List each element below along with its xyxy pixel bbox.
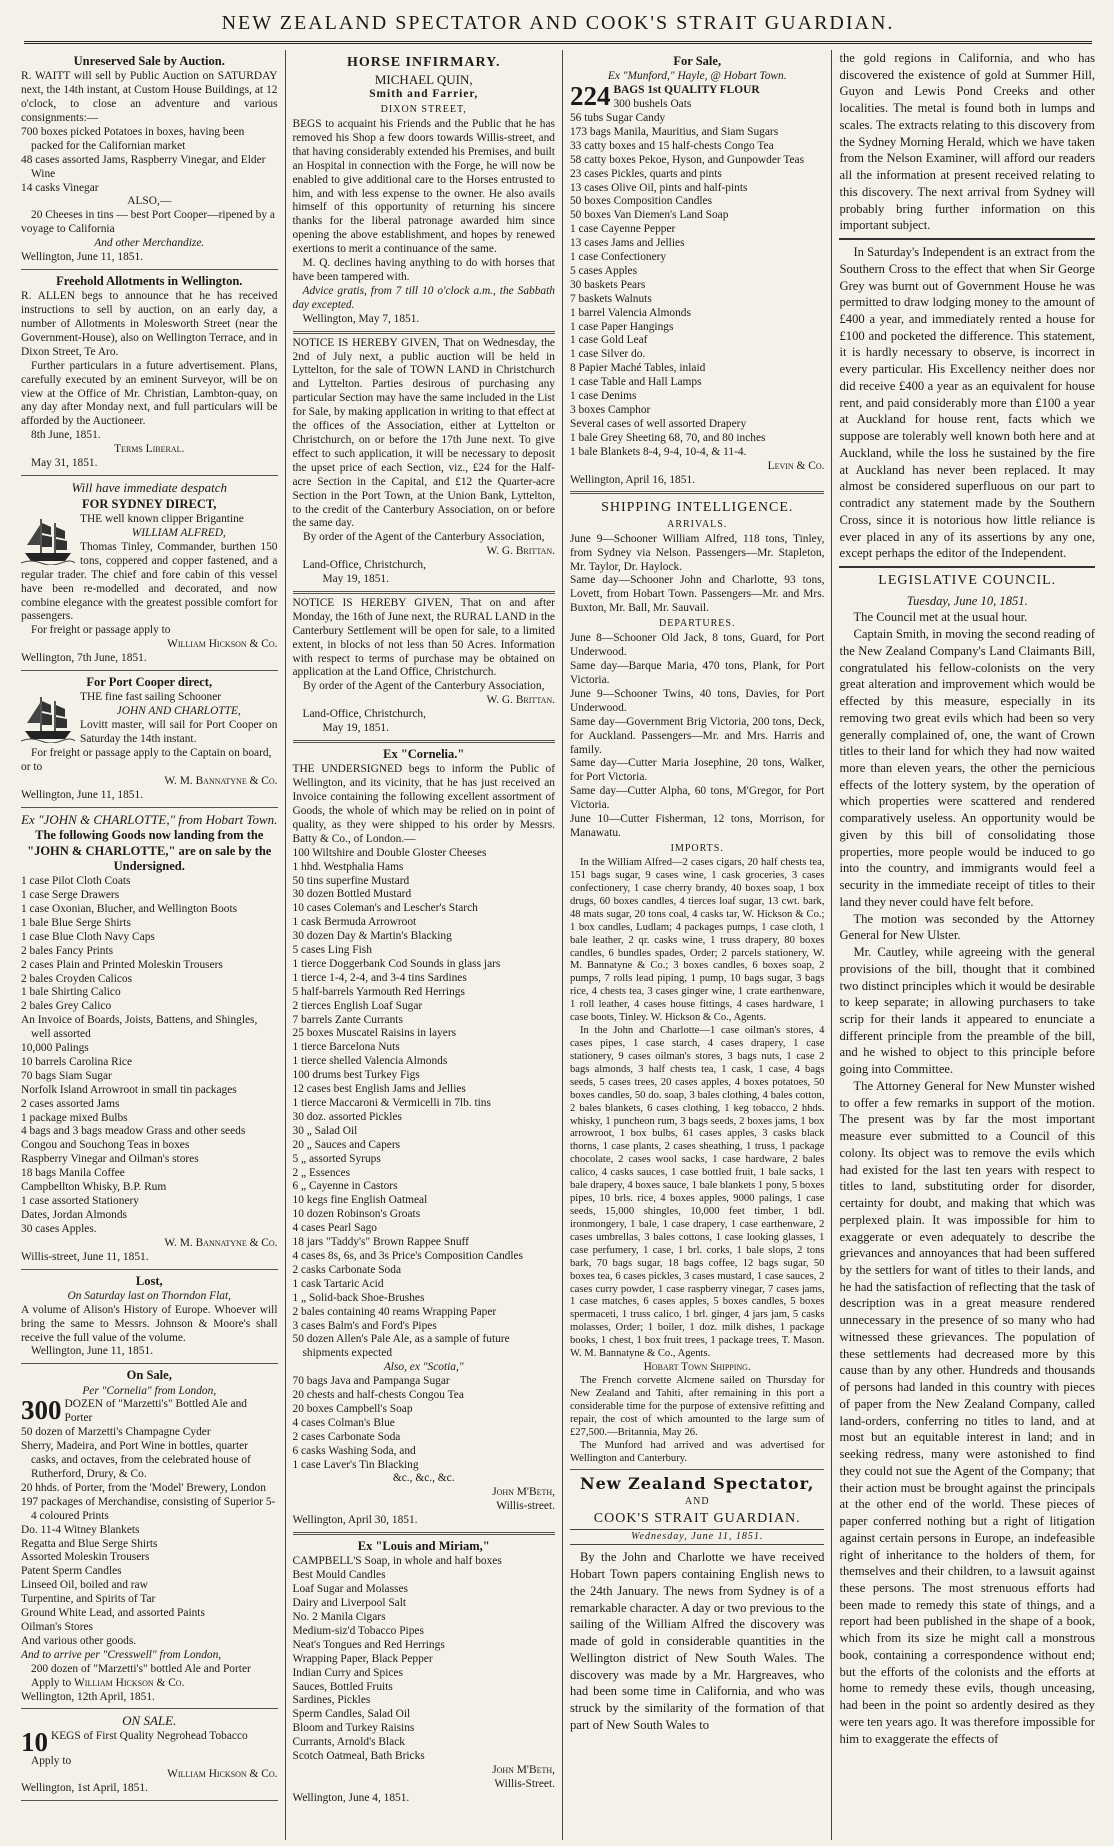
list-item: Raspberry Vinegar and Oilman's stores <box>21 1153 199 1166</box>
big-number: 300 <box>21 1395 62 1426</box>
ad-date: Wellington, April 16, 1851. <box>569 473 695 486</box>
ad-heading: FOR SYDNEY DIRECT, <box>82 496 217 511</box>
list-item: 197 packages of Merchandise, consisting of Superior 5-4 coloured Prints <box>21 1495 276 1522</box>
order-line: By order of the Agent of the Canterbury Association, <box>303 531 545 544</box>
list-item: 12 cases best English Jams and Jellies <box>292 1083 466 1096</box>
signer: John M'Beth, <box>492 1486 555 1499</box>
list-item: Sherry, Madeira, and Port Wine in bottles, quarter casks, and octaves, from the celebrated house of Rutherford, Drury, & Co. <box>21 1440 251 1480</box>
list-item: 2 bales containing 40 reams Wrapping Paper <box>292 1305 497 1318</box>
list-item: Dairy and Liverpool Salt <box>292 1597 407 1610</box>
list-item: 1 hhd. Westphalia Hams <box>292 860 404 873</box>
ad-date: Wellington, June 11, 1851. <box>21 788 144 801</box>
ship-icon <box>21 515 75 565</box>
editorial-date: Wednesday, June 11, 1851. <box>570 1529 825 1545</box>
ad-body: R. WAITT will sell by Public Auction on SATURDAY next, the 14th instant, at Custom House Buildings, at 12 o'clock, to close an adventure and various consignments:— <box>21 70 278 124</box>
list-item: Oilman's Stores <box>21 1620 93 1633</box>
list-item: Sperm Candles, Salad Oil <box>292 1708 411 1721</box>
departure-entry: June 9—Schooner Twins, 40 tons, Davies, for Port Underwood. <box>569 687 825 714</box>
ad-date: Willis-street, June 11, 1851. <box>21 1250 149 1263</box>
list-item: 50 boxes Composition Candles <box>569 195 713 208</box>
departure-entry: June 8—Schooner Old Jack, 8 tons, Guard, for Port Underwood. <box>569 632 825 659</box>
list-item: 100 drums best Turkey Figs <box>292 1069 420 1082</box>
list-item: Congou and Souchong Teas in boxes <box>21 1139 190 1152</box>
list-item: 1 barrel Valencia Almonds <box>569 306 691 319</box>
item-list <box>293 1569 555 1764</box>
departure-entry: Same day—Cutter Alpha, 60 tons, M'Gregor, for Port Victoria. <box>569 785 825 812</box>
signer: William Hickson & Co. <box>167 1768 278 1781</box>
list-item: 1 tierce Maccaroni & Vermicelli in 7lb. tins <box>292 1097 491 1109</box>
list-item: 2 cases Carbonate Soda <box>292 1430 401 1443</box>
subsection-heading: Hobart Town Shipping. <box>643 1361 751 1374</box>
signer: William Hickson & Co. <box>74 1676 185 1689</box>
list-item: 4 cases Colman's Blue <box>292 1416 395 1429</box>
item-list <box>293 1375 555 1486</box>
list-item: 1 case Denims <box>569 390 637 403</box>
ad-subheading: Per "Cornelia" from London, <box>82 1384 217 1397</box>
list-item: 2 casks Carbonate Soda <box>292 1263 402 1276</box>
ad-lead: 300 bushels Oats <box>613 98 692 111</box>
ship-icon <box>21 693 75 743</box>
list-item: 20 boxes Campbell's Soap <box>292 1402 413 1415</box>
list-item: Ground White Lead, and assorted Paints <box>21 1607 205 1620</box>
arrive-line: And to arrive per "Cresswell" from London, <box>21 1648 222 1661</box>
munford-note: The Munford had arrived and was advertised for Wellington and Canterbury. <box>569 1439 825 1464</box>
ad-body: NOTICE IS HEREBY GIVEN, That on Wednesday, the 2nd of July next, a public auction will be held in Lyttelton, for the sale of TOWN LAND in Christchurch and Lyttelton. Parties desirous of purchasing any particular Section may have the same included in the List for Sale, by making application in writing to that effect at the offices of the Association, either at Lyttelton or Christchurch, on or before the 17th June next. To give effect to such application, it will be necessary to deposit the upset price of each Section, viz., £24 for the Half-acre Section in the Capital, and £12 the Quarter-acre Section in the Port Town, at the Union Bank, Lyttelton, to the credit of the Canterbury Association, on or before the same day. <box>292 336 555 530</box>
list-item: 50 tins superfine Mustard <box>292 874 410 887</box>
divider <box>839 238 1095 240</box>
list-item: 3 boxes Camphor <box>569 404 651 416</box>
list-item: 6 casks Washing Soda, and <box>292 1444 416 1457</box>
article-paragraph: In Saturday's Independent is an extract from the Southern Cross to the effect that when Sir George Grey was burnt out of Government House he was permitted to draw lodging money to the amount of £400 a year, and immediately rented a house for £100 and pocketed the difference. This statement, it is hardly necessary to observe, is incorrect in every particular. His Excellency neither does nor did receive £400 a year as an equivalent for house rent, and paid considerably more than £100 a year at Auckland for house rent, facts which we suppose are tolerably well known both here and at Auckland, while the loss he sustained by the fire at Auckland has never been replaced. It may almost be considered superfluous on our part to contradict any statement made by the Southern Cross, since it is notorious how little reliance is ever placed in any of its assertions by any one, except perhaps the editor of the Independent. <box>839 245 1095 561</box>
ship-name: WILLIAM ALFRED, <box>131 526 226 539</box>
list-item: 30 dozen Day & Martin's Blacking <box>292 930 452 943</box>
list-item: 1 case Laver's Tin Blacking <box>292 1458 419 1471</box>
also-label: ALSO,— <box>127 195 172 208</box>
list-item: 10,000 Palings <box>21 1042 89 1055</box>
list-item: 700 boxes picked Potatoes in boxes, having been packed for the Californian market <box>21 125 245 152</box>
list-item: 10 kegs fine English Oatmeal <box>292 1194 428 1207</box>
list-item: 1 case Pilot Cloth Coats <box>21 875 131 888</box>
list-item: Linseed Oil, boiled and raw <box>21 1579 148 1592</box>
list-item: And various other goods. <box>21 1634 137 1647</box>
ad-on-sale-ale <box>21 1364 278 1709</box>
list-item: 2 bales Fancy Prints <box>21 944 114 957</box>
item-list <box>293 847 555 1362</box>
ad-lead: BAGS 1st QUALITY FLOUR <box>613 84 760 97</box>
apply-line: For freight or passage apply to <box>31 624 171 637</box>
list-item: &c., &c., &c. <box>392 1472 455 1485</box>
list-item: Campbellton Whisky, B.P. Rum <box>21 1181 167 1194</box>
list-item: Do. 11-4 Witney Blankets <box>21 1523 140 1536</box>
ad-body: THE well known clipper Brigantine <box>80 513 244 526</box>
import-entry: In the William Alfred—2 cases cigars, 20 half chests tea, 151 bags sugar, 9 cases wine, 1 cask groceries, 3 cases confectionery, 1 case cherry brandy, 40 boxes soap, 1 box drugs, 60 boxes candles, 4 tierces loaf sugar, 13 cwt. bark, 48 mats sugar, 20 tons coal, 4 casks tar, W. Hickson & Co.; 1 box candles, Ludlam; 4 packages pumps, 1 case cloth, 1 bale leather, 2 qr. casks wine, 1 truss drapery, 80 boxes candles, 6 bundles spades, Order; 2 parcels stationery, W. M. Bannatyne & Co.; 3 boxes candles, 6 boxes soap, 2 pumps, 7 rolls lead piping, 1 pump, 10 bags sugar, 3 bags rice, 4 chests tea, 3 cases ginger wine, 1 crate earthenware, 1 roll leather, 4 cases house fittings, 4 cases hardware, 1 case boots, Tinley. W. Hickson & Co., Agents. <box>569 857 825 1024</box>
list-item: 1 bale Blue Serge Shirts <box>21 916 131 929</box>
column-4 <box>832 50 1102 1840</box>
list-item: 14 casks Vinegar <box>21 181 99 194</box>
signer: William Hickson & Co. <box>167 638 278 651</box>
list-item: Loaf Sugar and Molasses <box>292 1583 408 1596</box>
list-item: 1 cask Tartaric Acid <box>292 1277 384 1290</box>
list-item: 8 Papier Maché Tables, inlaid <box>569 362 706 375</box>
list-item: 18 bags Manila Coffee <box>21 1167 125 1180</box>
list-item: 200 dozen of "Marzetti's" bottled Ale and Porter <box>31 1662 251 1675</box>
ad-date: Wellington, 7th June, 1851. <box>21 652 147 665</box>
ad-subheading: The following Goods now landing from the "JOHN & CHARLOTTE," are on sale by the Undersigned. <box>27 828 272 873</box>
list-item: Regatta and Blue Serge Shirts <box>21 1537 158 1550</box>
list-item: 7 barrels Zante Currants <box>292 1013 403 1026</box>
departure-entry: June 10—Cutter Fisherman, 12 tons, Morrison, for Manawatu. <box>569 813 825 840</box>
ad-heading: For Sale, <box>673 54 722 68</box>
ad-date: Wellington, 12th April, 1851. <box>21 1690 155 1703</box>
advice: Advice gratis, from 7 till 10 o'clock a.m., the Sabbath day excepted. <box>292 284 555 311</box>
columns <box>14 50 1102 1840</box>
signer: W. G. Brittan. <box>486 694 555 707</box>
ad-waitt-auction <box>21 50 278 270</box>
ad-date: May 31, 1851. <box>31 457 98 470</box>
despatch-note: Will have immediate despatch <box>71 479 228 495</box>
apply-line <box>21 1677 278 1691</box>
list-item: 1 tierce shelled Valencia Almonds <box>292 1055 448 1068</box>
council-date: Tuesday, June 10, 1851. <box>906 593 1028 608</box>
list-item: 20 „ Sauces and Capers <box>292 1138 401 1151</box>
list-item: 50 dozen Allen's Pale Ale, as a sample of future shipments expected <box>292 1333 510 1360</box>
list-item: 4 bags and 3 bags meadow Grass and other seeds <box>21 1125 246 1138</box>
ad-heading: ON SALE. <box>122 1713 177 1729</box>
list-item: 4 cases 8s, 6s, and 3s Price's Composition Candles <box>292 1249 523 1262</box>
ad-port-cooper <box>21 671 278 808</box>
list-item: Neat's Tongues and Red Herrings <box>292 1638 445 1651</box>
list-item: 10 dozen Robinson's Groats <box>292 1208 421 1221</box>
ad-lost <box>21 1270 278 1365</box>
ad-date: Wellington, May 7, 1851. <box>302 312 420 325</box>
apply-line: For freight or passage apply to the Captain on board, or to <box>21 746 272 773</box>
list-item: 2 cases assorted Jams <box>21 1097 120 1110</box>
list-item: 10 barrels Carolina Rice <box>21 1055 133 1068</box>
article-paragraph: Mr. Cautley, while agreeing with the general provisions of the bill, thought that it combined two distinct principles which it would be desirable to keep separate; in allowing purchasers to take scrip for their lands it appeared to enunciate a different principle from the preamble of the bill, and he wished to object to this principle before going into Committee. <box>839 945 1095 1077</box>
paper-title: New Zealand Spectator, <box>579 1474 815 1494</box>
order-line: By order of the Agent of the Canterbury Association, <box>303 680 545 693</box>
ad-notice-town-land <box>293 334 555 594</box>
other-merch: And other Merchandize. <box>94 237 205 250</box>
ad-date: Wellington, June 11, 1851. <box>31 1345 154 1358</box>
ad-body: NOTICE IS HEREBY GIVEN, That on and after Monday, the 16th of June next, the RURAL LAND in the Canterbury Settlement will be open for sale, to a limited extent, in blocks of not less than 50 Acres. Information with respect to terms of purchase may be obtained on application at the Land Office, Christchurch. <box>292 596 555 679</box>
masthead: NEW ZEALAND SPECTATOR AND COOK'S STRAIT GUARDIAN. <box>24 8 1092 44</box>
list-item: 2 „ Essences <box>292 1166 351 1179</box>
list-item: 30 cases Apples. <box>21 1222 97 1235</box>
list-item: 70 bags Siam Sugar <box>21 1069 112 1082</box>
list-item: 1 case assorted Stationery <box>21 1195 139 1207</box>
list-item: Wrapping Paper, Black Pepper <box>292 1652 433 1665</box>
ad-heading: Unreserved Sale by Auction. <box>73 54 225 68</box>
trade: Smith and Farrier, <box>369 87 479 100</box>
ad-heading: HORSE INFIRMARY. <box>347 55 501 70</box>
list-item: 1 bale Blankets 8-4, 9-4, 10-4, & 11-4. <box>569 445 747 458</box>
list-item: 1 cask Bermuda Arrowroot <box>292 916 417 929</box>
ad-subheading: On Saturday last on Thorndon Flat, <box>67 1289 231 1302</box>
ad-body: M. Q. declines having anything to do with horses that have been tampered with. <box>292 257 555 283</box>
list-item: Currants, Arnold's Black <box>292 1736 405 1749</box>
article-paragraph: The Council met at the usual hour. <box>853 610 1028 625</box>
apply-label: Apply to <box>31 1676 72 1689</box>
list-item: 1 „ Solid-back Shoe-Brushes <box>292 1291 425 1304</box>
list-item: 30 baskets Pears <box>569 278 646 291</box>
ad-notice-rural-land <box>293 594 555 743</box>
item-list <box>21 875 278 1237</box>
editorial-masthead <box>570 1470 825 1733</box>
paper-title-2: COOK'S STRAIT GUARDIAN. <box>593 1511 801 1527</box>
ad-date: May 19, 1851. <box>322 573 389 586</box>
ship-name: JOHN AND CHARLOTTE, <box>116 705 241 718</box>
street: DIXON STREET, <box>380 103 467 115</box>
ad-date: Wellington, June 4, 1851. <box>292 1791 410 1804</box>
list-item: 1 case Gold Leaf <box>569 334 648 347</box>
big-number: 10 <box>21 1727 48 1758</box>
departure-entry: Same day—Barque Maria, 470 tons, Plank, for Port Victoria. <box>569 660 825 687</box>
list-item: 1 case Confectionery <box>569 251 667 264</box>
ad-tobacco <box>21 1709 278 1801</box>
list-item: 1 case Blue Cloth Navy Caps <box>21 930 155 943</box>
list-item: Norfolk Island Arrowroot in small tin packages <box>21 1083 237 1096</box>
import-entry: In the John and Charlotte—1 case oilman's stores, 4 cases pipes, 1 case starch, 4 cases drapery, 1 case stationery, 9 cases oilman's stores, 3 bags nuts, 1 case 2 bags almonds, 3 half chests tea, 1 cask, 1 case, 4 bags seeds, 5 cases trees, 20 cases apples, 4 boxes potatoes, 50 boxes candles, 50 do. soap, 3 bales clothing, 4 bales cotton, 2 bales blankets, 6 cases clothing, 1 keg tobacco, 2 hhds. whisky, 1 puncheon rum, 3 bags seeds, 2 boxes jams, 1 box arrowroot, 1 box bulbs, 61 cases apples, 3 casks black thorns, 1 case plants, 2 cases sheathing, 1 truss, 1 package chocolate, 2 cases wool sacks, 1 case hardware, 2 bales calico, 4 casks sauces, 1 case bottled fruit, 1 bale sacks, 1 bale drapery, 4 boxes sauce, 1 bale blankets 1 pony, 5 boxes pipes, 10 brls. rice, 4 boxes apples, 9000 palings, 1 case seeds, 15,000 shingles, 10,000 feet timber, 1 bdl. ironmongery, 1 bale, 1 case drapery, 1 case earthenware, 2 cases umbrellas, 3 bales cottons, 1 case looking glasses, 1 case perfumery, 1 case, 1 brl. corks, 1 bale slops, 2 tons bark, 70 bags sugar, 18 bags coffee, 12 bags sugar, 50 boxes tea, 6 cases pickles, 3 cases mustard, 1 case sauces, 2 cases curry powder, 1 case raspberry vinegar, 7 cases jams, 1 case matches, 6 cases apples, 5 boxes candles, 5 boxes spermaceti, 1 truss calico, 1 brl. ginger, 4 jars jam, 5 casks molasses, Order; 1 boiler, 1 doz. milk dishes, 1 package books, 1 chest, 1 box fruit trees, 1 package trees, T. Mason. W. M. Bannatyne & Co., Agents. <box>569 1025 825 1360</box>
list-item: 1 case Silver do. <box>569 348 646 361</box>
list-item: 1 bale Grey Sheeting 68, 70, and 80 inches <box>569 431 766 444</box>
list-item: 1 tierce Doggerbank Cod Sounds in glass jars <box>292 957 501 970</box>
list-item: Bloom and Turkey Raisins <box>292 1722 415 1735</box>
article-paragraph: The motion was seconded by the Attorney General for New Ulster. <box>839 911 1095 943</box>
list-item: 13 cases Olive Oil, pints and half-pints <box>569 181 748 194</box>
list-item: 5 cases Ling Fish <box>292 944 372 957</box>
list-item: 30 „ Salad Oil <box>292 1124 358 1137</box>
list-item: 33 catty boxes and 15 half-chests Congo Tea <box>569 139 774 152</box>
list-item: 1 case Oxonian, Blucher, and Wellington Boots <box>21 902 238 915</box>
also-scotia: Also, ex "Scotia," <box>383 1361 464 1374</box>
list-item: 20 chests and half-chests Congou Tea <box>292 1389 464 1402</box>
list-item: 1 case Paper Hangings <box>569 320 674 333</box>
list-item: 5 half-barrels Yarmouth Red Herrings <box>292 985 465 998</box>
departure-entry: Same day—Government Brig Victoria, 200 tons, Deck, for Auckland. Passengers—Mr. and Mrs. Harris and family. <box>569 715 825 756</box>
list-item: 2 bales Croyden Calicos <box>21 972 133 985</box>
list-item: Assorted Moleskin Trousers <box>21 1551 150 1564</box>
item-list <box>21 126 278 196</box>
signer: W. M. Bannatyne & Co. <box>164 1236 278 1249</box>
ad-heading: Ex "Louis and Miriam," <box>357 1539 490 1554</box>
ad-horse-infirmary <box>293 50 555 334</box>
paper-title-and: AND <box>684 1495 710 1507</box>
list-item: 2 bales Grey Calico <box>21 1000 112 1013</box>
list-item: 6 „ Cayenne in Castors <box>292 1180 398 1193</box>
list-item: 173 bags Manila, Mauritius, and Siam Sugars <box>569 125 779 138</box>
ad-body: R. ALLEN begs to announce that he has received instructions to sell by auction, on an early day, a number of Allotments in Molesworth Street (near the Government-House), also on Wellington Terrace, and in Dixon Street, Te Aro. <box>21 290 278 358</box>
list-item: Turpentine, and Spirits of Tar <box>21 1593 156 1606</box>
list-item: 100 Wiltshire and Double Gloster Cheeses <box>292 846 487 859</box>
list-item: Best Mould Candles <box>292 1569 386 1582</box>
list-item: 2 tierces English Loaf Sugar <box>292 999 423 1012</box>
subsection-heading: ARRIVALS. <box>667 518 728 530</box>
list-item: Sardines, Pickles <box>292 1694 371 1707</box>
signer: John M'Beth, <box>492 1763 555 1776</box>
list-item: 1 package mixed Bulbs <box>21 1111 128 1124</box>
ad-heading: Lost, <box>135 1273 163 1288</box>
ad-date: May 19, 1851. <box>322 722 389 735</box>
ad-lead: DOZEN of "Marzetti's" Bottled Ale and Porter <box>64 1398 247 1425</box>
ad-body: THE UNDERSIGNED begs to inform the Public of Wellington, and its vicinity, that he has just received an Invoice containing the following excellent assortment of Goods, the whole of which may be relied on in point of quality, as they were shipped to his order by Messrs. Batty & Co., of London.— <box>292 763 555 845</box>
list-item: 23 cases Pickles, quarts and pints <box>569 167 722 180</box>
ad-louis-miriam <box>293 1535 555 1810</box>
street: Willis-Street. <box>494 1777 555 1790</box>
place: Land-Office, Christchurch, <box>302 708 426 721</box>
apply-line: Apply to <box>31 1754 72 1767</box>
column-2 <box>286 50 563 1840</box>
signer: W. G. Brittan. <box>486 545 555 558</box>
big-number: 224 <box>569 81 611 112</box>
list-item: 58 catty boxes Pekoe, Hyson, and Gunpowder Teas <box>569 153 805 166</box>
arrival-entry: June 9—Schooner William Alfred, 118 tons, Tinley, from Sydney via Nelson. Passengers—Mr. Stapleton, Mr. Taylor, Dr. Haylock. <box>569 532 825 573</box>
item-list <box>21 1426 278 1649</box>
ad-subheading: Ex "Munford," Hayle, @ Hobart Town. <box>607 70 787 83</box>
list-item: 5 „ assorted Syrups <box>292 1152 381 1165</box>
ad-body: CAMPBELL'S Soap, in whole and half boxes <box>292 1555 502 1568</box>
list-item: 25 boxes Muscatel Raisins in layers <box>292 1027 457 1040</box>
item-list <box>570 112 825 460</box>
list-item: 2 cases Plain and Printed Moleskin Trousers <box>21 958 223 971</box>
terms: Terms Liberal. <box>114 443 185 456</box>
list-item: 3 cases Balm's and Ford's Pipes <box>292 1319 437 1332</box>
ad-sydney-direct <box>21 476 278 671</box>
ad-body: Further particulars in a future advertisement. Plans, carefully executed by an eminent Surveyor, will be on view at the Office of Mr. Christian, Lambton-quay, on any day after Monday next, and full particulars will be afforded by the Auctioneer. <box>21 359 278 428</box>
list-item: 5 cases Apples <box>569 264 638 277</box>
departure-entry: Same day—Cutter Maria Josephine, 20 tons, Walker, for Port Victoria. <box>569 757 825 784</box>
list-item: 56 tubs Sugar Candy <box>569 111 666 124</box>
ad-body: BEGS to acquaint his Friends and the Public that he has removed his Shop a few doors towards Willis-street, and that having considerably extended his Premises, and built an Hospital in connection with the Forge, he will now be enabled to give additional care to the Horses entrusted to him, and with less expense to the owner. He also avails himself of this opportunity of returning his sincere thanks for the liberal patronage awarded him since opening the above establishment, and hopes by renewed exertions to merit a continuance of the same. <box>292 118 555 256</box>
ad-allen-allotments <box>21 270 278 476</box>
article-paragraph: Captain Smith, in moving the second reading of the New Zealand Company's Land Claimants Bill, congratulated his fellow-colonists on the very great alteration and improvement which would be effected by this measure, especially in its removing two great evils which had been so very generally complained of, one, the want of Crown titles to their land for which they had now waited more than eleven years, the other the pernicious effects of the lottery system, by the operation of which properties were scattered and rendered comparatively useless. An opportunity would be given by this bill of consolidating those properties, more people would be induced to go into the country, and immigrants would feel a security in the immediate receipt of titles to their land they never could have felt before. <box>839 627 1095 909</box>
list-item: 50 dozen of Marzetti's Champagne Cyder <box>21 1426 211 1439</box>
shipping-intelligence <box>570 494 825 1470</box>
column-1 <box>14 50 286 1840</box>
list-item: 30 doz. assorted Pickles <box>292 1110 402 1123</box>
list-item: 1 tierce Barcelona Nuts <box>292 1041 400 1054</box>
list-item: 70 bags Java and Pampanga Sugar <box>292 1375 450 1388</box>
ad-date: Wellington, April 30, 1851. <box>292 1514 418 1527</box>
list-item: 1 tierce 1-4, 2-4, and 3-4 tins Sardines <box>292 971 467 984</box>
list-item: 18 jars "Taddy's" Brown Rappee Snuff <box>292 1236 469 1249</box>
subsection-heading: DEPARTURES. <box>659 618 736 630</box>
list-item: 13 cases Jams and Jellies <box>569 237 685 250</box>
article-paragraph: the gold regions in California, and who has discovered the existence of gold at Summer Hill, Guyon and Lewis Pond Creeks and other localities. The metal is found both in lumps and scales. The extracts relating to this discovery from the Sydney Morning Herald, which we have taken from the Nelson Examiner, will afford our readers all the information at present received relating to this discovery. The next arrival from Sydney will probably bring further information on this important subject. <box>839 51 1095 233</box>
ad-date: Wellington, June 11, 1851. <box>21 251 144 264</box>
list-item: 1 bale Shirting Calico <box>21 986 121 999</box>
ad-heading: Ex "JOHN & CHARLOTTE," from Hobart Town. <box>21 811 278 827</box>
list-item: 10 cases Coleman's and Lescher's Starch <box>292 902 478 915</box>
list-item: An Invoice of Boards, Joists, Battens, and Shingles, well assorted <box>21 1014 258 1041</box>
list-item: Indian Curry and Spices <box>292 1666 403 1679</box>
street: Willis-street. <box>496 1500 555 1513</box>
list-item: 20 Cheeses in tins — best Port Cooper—ripened by a voyage to California <box>21 209 275 236</box>
ad-body: Thomas Tinley, Commander, burthen 150 tons, coppered and copper fastened, and a regular trader. The chief and fore cabin of this vessel have been re-modelled and decorated, and now combine elegance with the greatest possible comfort for passengers. <box>21 540 278 623</box>
column-3 <box>563 50 833 1840</box>
proprietor-name: MICHAEL QUIN, <box>374 72 473 88</box>
list-item: 1 case Cayenne Pepper <box>569 223 676 236</box>
ad-body: Lovitt master, will sail for Port Cooper on Saturday the 14th instant. <box>80 719 278 746</box>
subsection-heading: IMPORTS. <box>670 842 724 854</box>
list-item: Several cases of well assorted Drapery <box>569 417 747 430</box>
ad-heading: For Port Cooper direct, <box>86 675 213 690</box>
ad-for-sale-munford <box>570 50 825 494</box>
ad-lead: KEGS of First Quality Negrohead Tobacco <box>51 1730 248 1743</box>
list-item: 1 case Table and Hall Lamps <box>569 376 702 389</box>
section-heading: SHIPPING INTELLIGENCE. <box>601 500 794 516</box>
signer: Levin & Co. <box>767 459 825 472</box>
list-item: 7 baskets Walnuts <box>569 292 652 305</box>
article-paragraph: The Attorney General for New Munster wished to offer a few remarks in support of the motion. The present was by far the most important measure ever submitted to a Council of this colony. Its object was to remove the evils which had existed for the last ten years with respect to titles to land, substituting order for disorder, certainty for doubt, and making that which was perplexed plain. It was impossible for him to exaggerate or even adequately to describe the grievances and annoyances that had been suffered by the settlers for want of titles to their lands, and he had the satisfaction of reflecting that the task of description was in a great measure rendered unnecessary in the presence of so many who had witnessed these grievances. The population of these settlements had decreased more by this cause than by any other. Hundreds and thousands of persons had landed in this country with pieces of paper from the New Zealand Company, called land-orders, conferring no titles to land, and at most but an equitable interest in land; and in seeking redress, many were astonished to find they could not sue the Agent of the Company; that their action must be brought against the principals at the other end of the world. These pieces of paper conferred nothing but a right of litigation against certain persons in Europe, an indefeasible right of inheritance to the holders of them, for themselves and their children, to a lawsuit against these persons. The most strenuous efforts had been made to remedy this state of things, and a report had been published in the shape of a book, which from its size he might call a monstrous book, containing a correspondence without end; but the efforts of the colonists and the efforts at home to remedy these evils, though unceasing, had been in the point so ardently desired as they were ten years ago. It was therefore impossible for him to exaggerate the effects of <box>839 1078 1095 1746</box>
list-item: 4 cases Pearl Sago <box>292 1222 377 1235</box>
list-item: Dates, Jordan Almonds <box>21 1208 127 1221</box>
list-item: No. 2 Manila Cigars <box>292 1610 386 1623</box>
ad-date: 8th June, 1851. <box>31 429 101 442</box>
place: Land-Office, Christchurch, <box>302 559 426 572</box>
ad-heading: Ex "Cornelia." <box>383 747 465 761</box>
editorial-body: By the John and Charlotte we have received Hobart Town papers containing English news to the 24th January. The news from Sydney is of a remarkable character. A day or two previous to the sailing of the William Alfred the discovery was made of gold in considerable quantities in the Wellington district of New South Wales. The discovery was made by a Mr. Hargreaves, who had been some time in California, and who was struck by the similarity of the formation of that part of New South Wales to <box>569 1550 825 1732</box>
list-item: 1 case Serge Drawers <box>21 889 120 902</box>
list-item: 20 hhds. of Porter, from the 'Model' Brewery, London <box>21 1481 266 1494</box>
arrival-entry: Same day—Schooner John and Charlotte, 93 tons, Lovett, from Hobart Town. Passengers—Mr. and Mrs. Buxton, Mr. Ball, Mr. Sauvail. <box>569 574 825 615</box>
ad-date: Wellington, 1st April, 1851. <box>21 1782 148 1795</box>
ad-heading: On Sale, <box>126 1368 172 1383</box>
list-item: 48 cases assorted Jams, Raspberry Vinegar, and Elder Wine <box>21 153 266 180</box>
list-item: 30 dozen Bottled Mustard <box>292 888 412 901</box>
list-item: Scotch Oatmeal, Bath Bricks <box>292 1750 425 1763</box>
section-heading: LEGISLATIVE COUNCIL. <box>839 566 1095 591</box>
ad-body: THE fine fast sailing Schooner <box>80 691 222 704</box>
ad-heading: Freehold Allotments in Wellington. <box>56 273 243 288</box>
list-item: Patent Sperm Candles <box>21 1565 122 1578</box>
list-item: Medium-siz'd Tobacco Pipes <box>292 1624 424 1637</box>
hobart-news: The French corvette Alcmene sailed on Thursday for New Zealand and Tahiti, after remaining in this port a considerable time for the purpose of extensive refitting and repair, the cost of which amounted to the large sum of £27,500.—Britannia, May 26. <box>569 1374 825 1438</box>
list-item: Sauces, Bottled Fruits <box>292 1680 393 1693</box>
ad-body: A volume of Alison's History of Europe. Whoever will bring the same to Messrs. Johnson & Moore's shall receive the full value of the volume. <box>21 1303 278 1344</box>
ad-john-charlotte-goods <box>21 808 278 1270</box>
signer: W. M. Bannatyne & Co. <box>164 774 278 787</box>
list-item: 50 boxes Van Diemen's Land Soap <box>569 209 729 222</box>
ad-ex-cornelia <box>293 743 555 1535</box>
